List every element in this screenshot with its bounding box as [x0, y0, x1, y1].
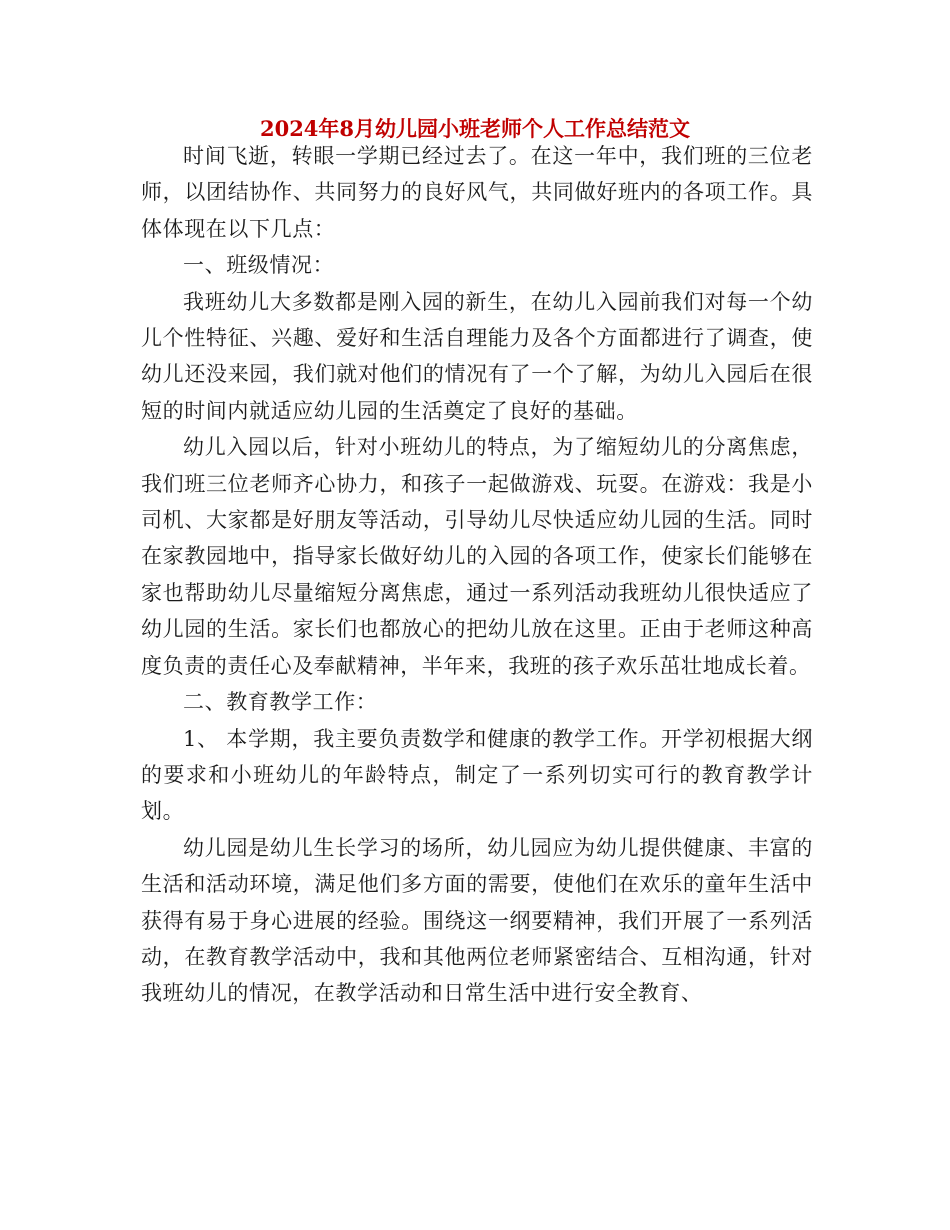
- paragraph-class-situation: 我班幼儿大多数都是刚入园的新生，在幼儿入园前我们对每一个幼儿个性特征、兴趣、爱好和生活自理能力及各个方面都进行了调查，使幼儿还没来园，我们就对他们的情况有了一个了解，为幼儿入园后在很短的时间内就适应幼儿园的生活奠定了良好的基础。: [141, 289, 813, 423]
- document-title: 2024年8月幼儿园小班老师个人工作总结范文: [259, 116, 691, 141]
- paragraph-teaching-plan: 1、 本学期，我主要负责数学和健康的教学工作。开学初根据大纲的要求和小班幼儿的年龄特点，制定了一系列切实可行的教育教学计划。: [141, 726, 813, 824]
- document-body: [141, 138, 813, 1012]
- paragraph-kindergarten-environment: 幼儿园是幼儿生长学习的场所，幼儿园应为幼儿提供健康、丰富的生活和活动环境，满足他们多方面的需要，使他们在欢乐的童年生活中获得有易于身心进展的经验。围绕这一纲要精神，我们开展了一系列活动，在教育教学活动中，我和其他两位老师紧密结合、互相沟通，针对我班幼儿的情况，在教学活动和日常生活中进行安全教育、: [141, 835, 813, 1006]
- section-heading-teaching: 二、教育教学工作：: [183, 690, 378, 715]
- paragraph-adaptation: 幼儿入园以后，针对小班幼儿的特点，为了缩短幼儿的分离焦虑，我们班三位老师齐心协力，和孩子一起做游戏、玩耍。在游戏：我是小司机、大家都是好朋友等活动，引导幼儿尽快适应幼儿园的生活。同时在家教园地中，指导家长做好幼儿的入园的各项工作，使家长们能够在家也帮助幼儿尽量缩短分离焦虑，通过一系列活动我班幼儿很快适应了幼儿园的生活。家长们也都放心的把幼儿放在这里。正由于老师这种高度负责的责任心及奉献精神，半年来，我班的孩子欢乐茁壮地成长着。: [141, 435, 813, 678]
- section-heading-class-situation: 一、班级情况：: [183, 253, 335, 278]
- paragraph-intro: 时间飞逝，转眼一学期已经过去了。在这一年中，我们班的三位老师，以团结协作、共同努力的良好风气，共同做好班内的各项工作。具体体现在以下几点：: [141, 144, 813, 241]
